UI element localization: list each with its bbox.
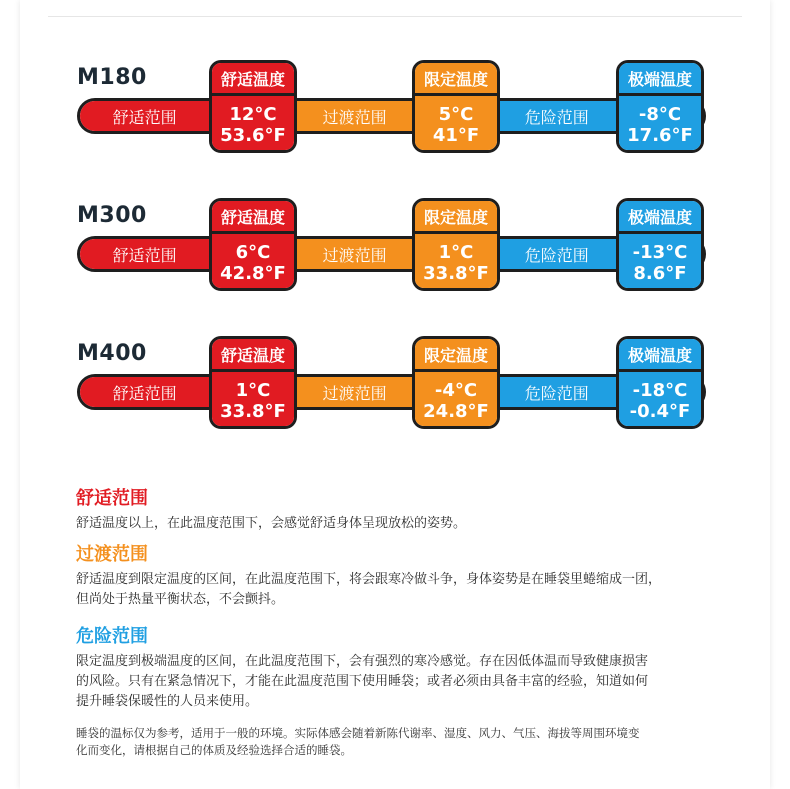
comfort-temp-f: 42.8°F (220, 262, 286, 284)
comfort-temp-f: 33.8°F (220, 400, 286, 422)
limit-temp-header: 限定温度 (415, 339, 497, 372)
comfort-temp-header: 舒适温度 (212, 63, 294, 96)
legend-danger-desc-line2: 的风险。只有在紧急情况下，才能在此温度范围下使用睡袋；或者必须由具备丰富的经验，知道如何 (76, 674, 649, 689)
limit-temp-box (412, 336, 500, 429)
legend-danger (76, 622, 726, 712)
extreme-temp-header: 极端温度 (619, 339, 701, 372)
extreme-temp-f: 17.6°F (627, 124, 693, 146)
footnote (76, 725, 716, 759)
limit-temp-c: 1°C (438, 241, 474, 263)
legend-comfort (76, 484, 726, 534)
model-chart-m180 (0, 65, 790, 168)
comfort-temp-header: 舒适温度 (212, 339, 294, 372)
legend-transition-title: 过渡范围 (76, 544, 148, 565)
limit-temp-f: 24.8°F (423, 400, 489, 422)
comfort-temp-c: 12°C (229, 103, 277, 125)
limit-temp-c: 5°C (438, 103, 474, 125)
limit-temp-f: 41°F (432, 124, 480, 146)
comfort-temp-header: 舒适温度 (212, 201, 294, 234)
transition-range-segment (297, 377, 412, 407)
legend-comfort-desc: 舒适温度以上，在此温度范围下，会感觉舒适身体呈现放松的姿势。 (76, 516, 467, 531)
comfort-range-segment (80, 239, 209, 269)
comfort-range-label: 舒适范围 (112, 383, 177, 403)
legend-transition (76, 540, 726, 610)
comfort-range-label: 舒适范围 (112, 107, 177, 127)
legend-transition-desc-line1: 舒适温度到限定温度的区间，在此温度范围下，将会跟寒冷做斗争，身体姿势是在睡袋里蜷缩成一团， (76, 572, 662, 587)
limit-temp-box (412, 60, 500, 153)
legend-danger-title: 危险范围 (76, 626, 148, 647)
danger-range-label: 危险范围 (524, 383, 589, 403)
extreme-temp-box (616, 336, 704, 429)
legend-comfort-title: 舒适范围 (76, 488, 148, 509)
comfort-range-segment (80, 101, 209, 131)
limit-temp-c: -4°C (434, 379, 478, 401)
model-name: M180 (77, 65, 147, 90)
limit-temp-header: 限定温度 (415, 63, 497, 96)
footnote-line1: 睡袋的温标仅为参考，适用于一般的环境。实际体感会随着新陈代谢率、湿度、风力、气压、海拔等周围环境变 (76, 726, 640, 740)
extreme-temp-c: -18°C (632, 379, 688, 401)
model-chart-m300 (0, 203, 790, 306)
temperature-bar (77, 98, 706, 134)
comfort-temp-c: 6°C (235, 241, 271, 263)
limit-temp-f: 33.8°F (423, 262, 489, 284)
extreme-temp-header: 极端温度 (619, 201, 701, 234)
comfort-temp-box (209, 336, 297, 429)
transition-range-segment (297, 101, 412, 131)
limit-temp-header: 限定温度 (415, 201, 497, 234)
comfort-range-label: 舒适范围 (112, 245, 177, 265)
danger-range-label: 危险范围 (524, 245, 589, 265)
danger-range-segment (500, 377, 613, 407)
transition-range-label: 过渡范围 (322, 383, 387, 403)
comfort-temp-c: 1°C (235, 379, 271, 401)
extreme-temp-f: 8.6°F (633, 262, 687, 284)
legend-danger-desc-line1: 限定温度到极端温度的区间，在此温度范围下，会有强烈的寒冷感觉。存在因低体温而导致健康损害 (76, 654, 649, 669)
extreme-temp-c: -8°C (638, 103, 682, 125)
limit-temp-box (412, 198, 500, 291)
transition-range-segment (297, 239, 412, 269)
extreme-temp-c: -13°C (632, 241, 688, 263)
footnote-line2: 化而变化，请根据自己的体质及经验选择合适的睡袋。 (76, 743, 352, 757)
legend-danger-desc-line3: 提升睡袋保暖性的人员来使用。 (76, 694, 259, 709)
extreme-temp-f: -0.4°F (629, 400, 691, 422)
temperature-bar (77, 374, 706, 410)
extreme-temp-header: 极端温度 (619, 63, 701, 96)
danger-range-segment (500, 101, 613, 131)
temperature-bar (77, 236, 706, 272)
comfort-temp-f: 53.6°F (220, 124, 286, 146)
comfort-range-segment (80, 377, 209, 407)
extreme-temp-box (616, 60, 704, 153)
model-name: M400 (77, 341, 147, 366)
transition-range-label: 过渡范围 (322, 245, 387, 265)
transition-range-label: 过渡范围 (322, 107, 387, 127)
extreme-temp-box (616, 198, 704, 291)
divider (48, 16, 742, 17)
model-chart-m400 (0, 341, 790, 444)
comfort-temp-box (209, 198, 297, 291)
danger-range-label: 危险范围 (524, 107, 589, 127)
model-name: M300 (77, 203, 147, 228)
comfort-temp-box (209, 60, 297, 153)
danger-range-segment (500, 239, 613, 269)
legend-transition-desc-line2: 但尚处于热量平衡状态，不会颤抖。 (76, 592, 285, 607)
